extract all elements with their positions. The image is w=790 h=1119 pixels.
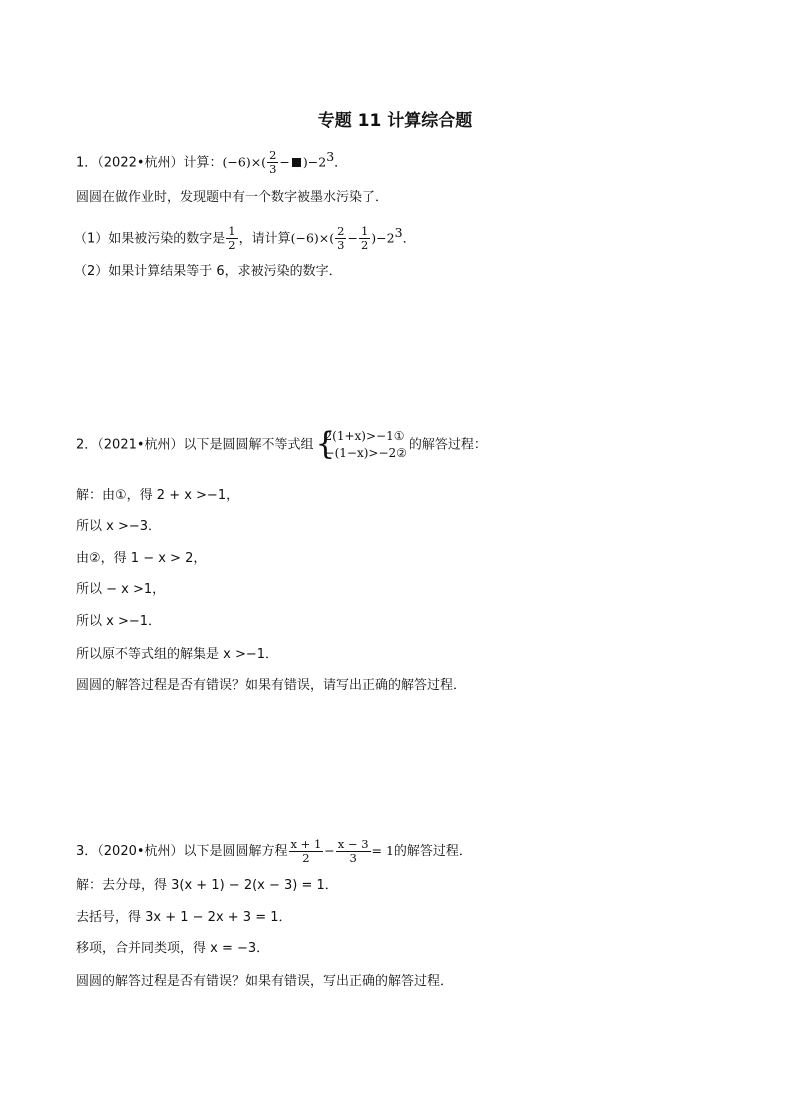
q2-stem [76,428,487,462]
brace-icon: { [315,426,336,462]
q1-expr-b: − [279,154,290,170]
q3-minus: − [324,843,335,858]
q1-stem-prefix: 1．（2022•杭州）计算： [76,155,223,171]
q1-stem [76,148,347,176]
q1-part1-expr-c: )−2 [371,230,395,246]
q1-stem-end: ． [334,155,348,171]
inequality-system [316,428,407,462]
q3-line: 解：去分母，得 3(x + 1) − 2(x − 3) = 1． [76,878,338,893]
page-title: 专题 11 计算综合题 [317,111,473,131]
q1-part1-fraction-3: $\frac{1}{2}$ [360,224,369,253]
q2-line: 由②，得 1 − x > 2， [76,551,207,566]
q1-part1-expr-a: (−6)×( [290,230,335,246]
inequality-row-2: −(1−x)>−2② [324,446,407,460]
q3-line: 去括号，得 3x + 1 − 2x + 3 = 1． [76,910,292,925]
q1-part1-exponent: 3 [394,225,403,240]
q2-stem-suffix: 的解答过程： [408,437,487,453]
q3-equals: = 1 [371,843,394,858]
q1-part1-end: ． [402,231,416,247]
q1-exponent: 3 [326,149,335,164]
q1-part1-mid: ，请计算 [238,231,291,247]
q2-line: 所以 − x >1， [76,582,166,597]
q3-fraction-2: $\frac{x - 3}{3}$ [337,837,369,865]
q3-fraction-1: $\frac{x + 1}{2}$ [290,837,322,865]
q3-line: 移项，合并同类项，得 x = −3． [76,941,270,956]
q2-line: 所以 x >−1． [76,614,162,629]
q3-stem [76,838,472,865]
q1-part1 [74,224,416,252]
q2-line: 所以原不等式组的解集是 x >−1． [76,647,279,662]
q1-part1-prefix: （1）如果被污染的数字是 [74,231,226,247]
q1-part1-expr-b: − [347,230,358,246]
q2-line: 解：由①，得 2 + x >−1， [76,488,240,503]
q2-line: 所以 x >−3． [76,519,162,534]
ink-blot-icon [292,158,301,167]
q1-expr-a: (−6)×( [222,154,267,170]
inequality-row-1: 2(1+x)>−1① [324,429,405,443]
q2-stem-prefix: 2．（2021•杭州）以下是圆圆解不等式组 [76,437,314,453]
q3-line: 圆圆的解答过程是否有错误？如果有错误，写出正确的解答过程． [76,974,454,989]
q1-part1-fraction: $\frac{1}{2}$ [228,224,236,253]
q3-stem-suffix: 的解答过程． [393,844,472,859]
q1-intro: 圆圆在做作业时，发现题中有一个数字被墨水污染了． [76,190,389,205]
q1-part1-fraction-2: $\frac{2}{3}$ [337,224,345,253]
q2-line: 圆圆的解答过程是否有错误？如果有错误，请写出正确的解答过程． [76,678,467,693]
q1-part2: （2）如果计算结果等于 6，求被污染的数字． [74,264,342,279]
q1-expr-c: )−2 [302,154,327,170]
q1-fraction: $\frac{2}{3}$ [269,148,277,177]
q3-stem-prefix: 3．（2020•杭州）以下是圆圆解方程 [76,844,288,859]
